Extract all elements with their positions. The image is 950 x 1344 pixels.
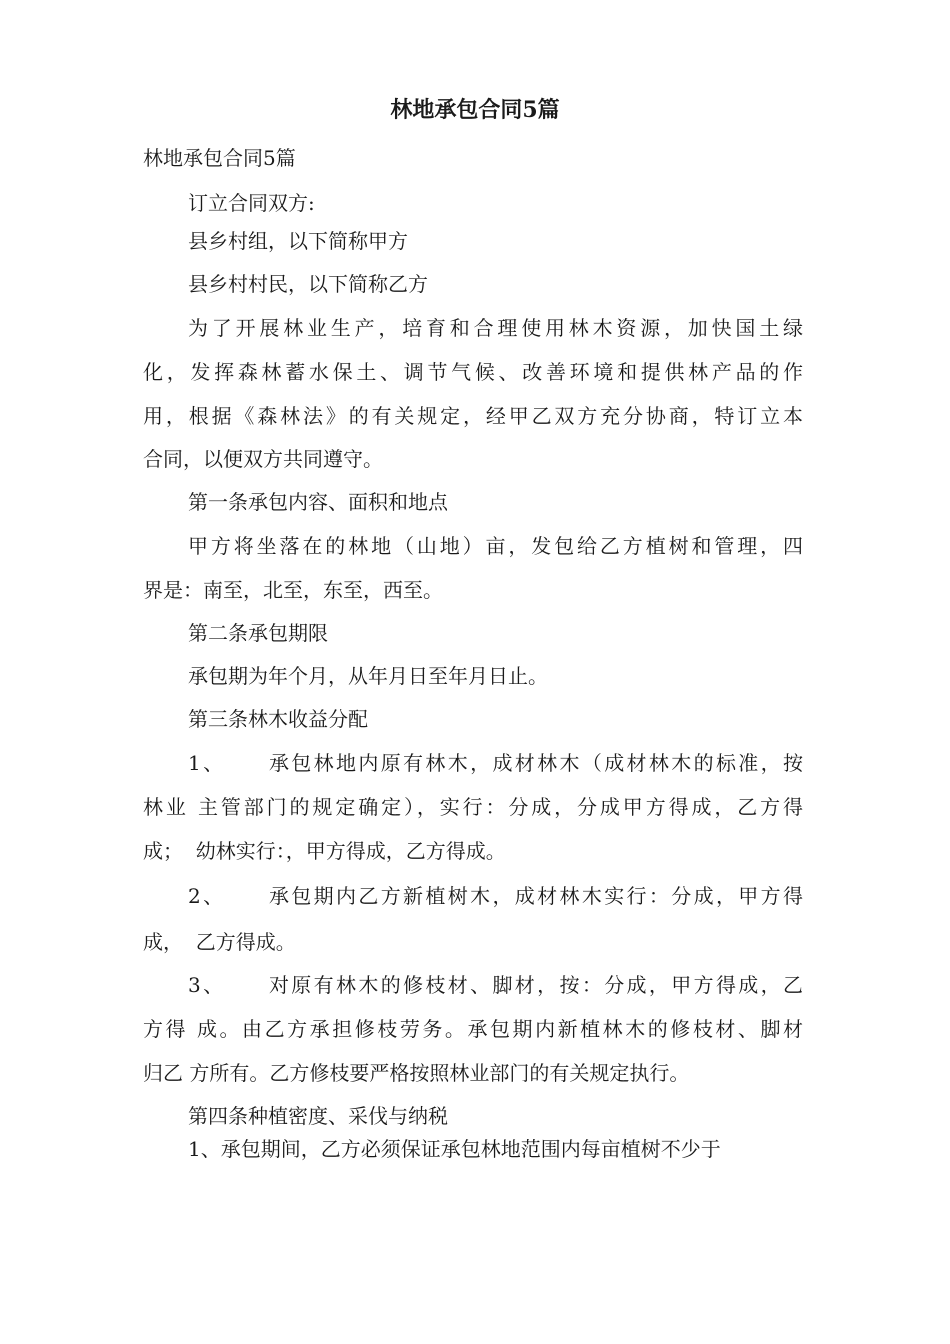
body-line: 化，发挥森林蓄水保土、调节气候、改善环境和提供林产品的作 [143,360,803,384]
article-3-heading: 第三条林木收益分配 [188,707,368,731]
body-line: 1、 承包林地内原有林木，成材林木（成材林木的标准，按 [188,751,803,775]
body-line: 3、 对原有林木的修枝材、脚材，按：分成，甲方得成，乙 [188,973,803,997]
body-line: 方得 成。由乙方承担修枝劳务。承包期内新植林木的修枝材、脚材 [143,1017,803,1041]
body-line: 甲方将坐落在的林地（山地）亩，发包给乙方植树和管理，四 [188,534,803,558]
body-line: 成； 幼林实行：，甲方得成，乙方得成。 [143,839,506,863]
subtitle-line: 林地承包合同5篇 [143,146,296,170]
article-1-heading: 第一条承包内容、面积和地点 [188,490,448,514]
parties-heading: 订立合同双方: [188,191,315,215]
body-line: 界是：南至，北至，东至，西至。 [143,578,443,602]
body-line: 承包期为年个月，从年月日至年月日止。 [188,664,548,688]
document-title: 林地承包合同5篇 [390,97,560,123]
article-2-heading: 第二条承包期限 [188,621,328,645]
body-line: 为了开展林业生产，培育和合理使用林木资源，加快国土绿 [188,316,803,340]
body-line: 林业 主管部门的规定确定），实行：分成，分成甲方得成，乙方得 [143,795,803,819]
body-line: 1、承包期间，乙方必须保证承包林地范围内每亩植树不少于 [188,1137,721,1161]
body-line: 合同，以便双方共同遵守。 [143,447,383,471]
body-line: 成， 乙方得成。 [143,930,296,954]
body-line: 归乙 方所有。乙方修枝要严格按照林业部门的有关规定执行。 [143,1061,690,1085]
party-b-line: 县乡村村民，以下简称乙方 [188,272,428,296]
body-line: 2、 承包期内乙方新植树木，成材林木实行：分成，甲方得 [188,884,803,908]
body-line: 用，根据《森林法》的有关规定，经甲乙双方充分协商，特订立本 [143,404,803,428]
party-a-line: 县乡村组，以下简称甲方 [188,229,408,253]
article-4-heading: 第四条种植密度、采伐与纳税 [188,1104,448,1128]
